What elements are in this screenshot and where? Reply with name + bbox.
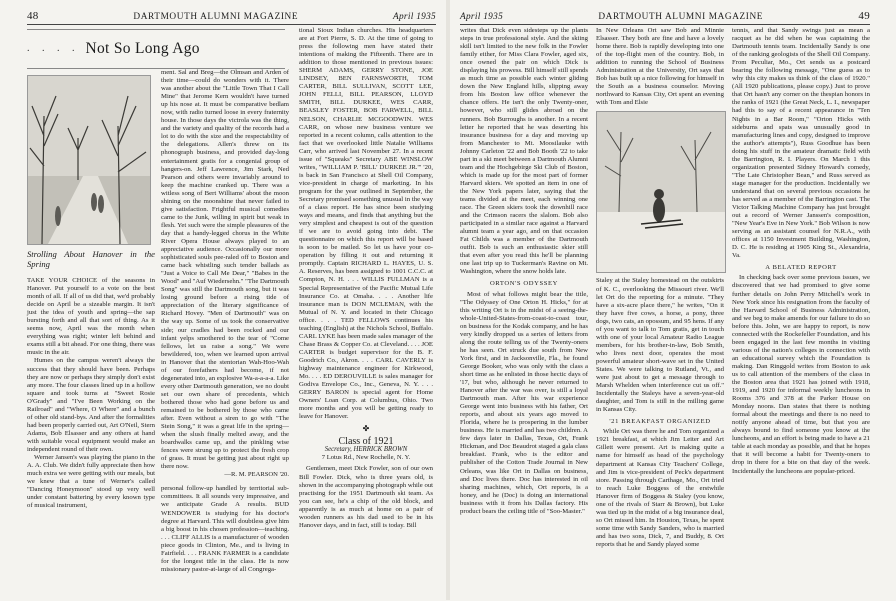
photo-caption: Strolling About Hanover in the Spring (27, 249, 155, 269)
section-ornament: ✤ (362, 424, 370, 434)
right-column-3-bottom: In checking back over some previous issues, we discovered that we had promised to give some further details on John Perry Mitchell's work in New York since his resignation from the faculty of the Harvard School of Business Administration, and we beg to make amends for our failure to do so before this. John, we are happy to report, is now connected with the Rockefeller Foundation, and his been engaged in the last few months in visiting various of the nation's colleges in connection with an educational survey which the Foundation is making. Dan Ringgold writes from Boston to ask us to call attention of the members of the class in the Boston area that 1921 has joined with 1918, 1919, and 1920 for informal weekly luncheons in Rooms 376 and 378 at the Parker House on Monday noons. Dan states that there is nothing formal about the meetings and there is no need to notify anyone ahead of time, but that you are always bound to find someone you know at the luncheons, and an effort is being made to have a 21 table at each monday as possible, and that he hopes that it will become a habit for Twenty-oners to drop in there for a bite on that day of the week. Incidentally the luncheons are popular-priced. (732, 274, 870, 475)
right-column-1-top: writes that Dick even sidesteps up the plants steps in true professional style. And the skiing skill isn't limited to the new folk in the Fowler family either, for Miss Clara Fowler, aged six, once owned the pair on which Dick is displaying his prowess. Bill himself still spends as much time as possible each winter gliding down the New England hills, slipping away from his Boston law office whenever the chance offers. He isn't the only Twenty-oner, however, who still glides abroad on the runners. Bob Burroughs is another. In a recent letter he reported that he was deserting his insurance business for a day and moving up from Manchester to Mt. Moosilauke with Johnny Carleton '22 and Bob Booth '22 to take part in a ski meet between a Dartmouth Alumni team and the Hochgebirge Ski Club of Boston, which is made up for the most part of former Harvard skiers. We spotted an item in one of the New York papers later, saying that the teams divided at the meet, each winning one race. The Green skiers took the downhill race and the Crimson racers the slalom. Bob also participated in a similar race against a Harvard alumni team a year ago, and on that occasion Fat Childs was a member of the Dartmouth outfit. Bob is such an enthusiastic skier still that even after you read this he'll be planning one last trip up to Tuckerman's Ravine on Mt. Washington, where the snow holds late. (460, 27, 588, 276)
right-column-2-caption-text: Staley at the Staley homestead on the outskirts of K. C., overlooking the Missouri river. We'll let Ort do the reporting for a minute. "They have a six-acre place there," he writes, "On it they have five cows, a horse, a pony, three dogs, two cats, an opossum, and 95 hens. If any of you want to talk to Tom gratis, get in touch with one of your local Amateur Radio League members, for his brother-in-law, Bob Smith, who lives next door, operates the most powerful amateur short-wave set in the United States. We were talking to Rutland, Vt., and were just about to get a message through to Marsh Whelden when interference cut us off." Incidentally the Staleys have a seven-year-old daughter, and Tom is still in the milling game in Kansas City. (596, 277, 724, 414)
running-head-left (27, 0, 436, 25)
section-heading-breakfast: '21 BREAKFAST ORGANIZED (609, 418, 711, 426)
page-number: 48 (27, 10, 39, 22)
right-column-3 (732, 27, 870, 601)
hanover-spring-photo (27, 75, 151, 245)
column-1-paragraph-2: Humes on the campus weren't always the success that they should have been. Perhaps they are now or perhaps they simply don't exist any more. The four classes lined up in a hollow square and took turns at "Sweet Rosie O'Grady" and "I've Been Working on the Railroad" and "Where, O Where" and a bunch of other old stand-bys. And after the formalities had been properly carried out, Art O'Neil, Stern Adams, Bob Elsasser and any others at hand with suitable vocal equipment would make an independent round of their own. (27, 357, 155, 453)
right-page (448, 0, 896, 600)
intro-paragraph: TAKE YOUR CHOICE of the seasons in Hanover. Put yourself to a vote on the best month of all. If all of us did that, we'd probably decide on April be a sizeable margin. It isn't just the idea of youth and spring—the sap bursting forth and all that sort of thing. As it seems now, April was the month when everything was right; winter left behind and exams still a bit ahead. For one thing, there was music in the air. (27, 277, 155, 357)
column-2-tail: personal follow-up handled by territorial sub-committees. It all sounds very impressive, and we anticipate Grade A results. BUD WENDOWER is studying for his doctor's degree at Harvard. This will doubtless give him a big boost in his chosen profession—teaching. . . . CLIFF ALLIS is a manufacturer of wooden piece goods in Clinton, Me., and is living in Fairfield. . . . FRANK FARMER is a candidate for the longest title in the class. He is now missionary pastor-at-large of all Congrega- (161, 485, 289, 573)
running-head-right (460, 0, 870, 25)
left-page (0, 0, 448, 600)
class-secretary: Secretary, HERRICK BROWN (324, 446, 408, 454)
right-column-1 (460, 27, 588, 601)
column-3-top: tional Sioux Indian churches. His headquarters are at Fort Pierre, S. D. At the time of going to press the following men have stated their intentions of making the Fifteenth. There are in addition to those mentioned in previous issues: SHERM ADAMS, GERRY STONE, JOE LINDSEY, BEN FARNSWORTH, TOM CARTER, BILL SULLIVAN, SCOTT LEE, JOHN FELLI, BILL PEARSON, LLOYD SMITH, BILL DURKEE, WES CARR, BEASLEY FOSTER, BOB FARWELL, BILL NELSON, CHARLIE MCGOODWIN. WES CARR, on whose new business venture we reported in a recent column, calls attention to the fact that we overlooked little Natalie Williams Carr, who arrived last November 27. In a recent issue of "Squeaks" Secretary ABE WINSLOW writes, "WILLIAM P. 'BILL' DURKEE JR.'" '20, is back in San Francisco at Shell Oil Company, vice-president in charge of marketing. In his program for the year outlined in September, the Secretary promised something unusual in the way of a class report. He has since been studying ways and means, and finds that anything but the very simplest and cheapest is out of the question if we are to avoid going into debt. The questionnaire on which this report will be based is soon to be mailed. So let us have your co-operation by filling it out and returning it promptly. Captain RICHARD L. HAYES, U. S. A. Reserves, has been assigned to 1001 C.C.C. at Compton, N. H. . . . WILLIS FULLMAN is a Special Representative of the Pacific Mutual Life Insurance Co. at Omaha. . . . Another life insurance man is DON MCLEMAN, with the Mutual of N. Y. and located in their Chicago office. . . . TED FELLOWS continues his teaching (English) at the Nichols School, Buffalo. CARL LYKE has been made sales manager of the Chase Brass & Copper Co. at Cleveland. . . . JOE CARTER is budget supervisor for the B. F. Goodrich Co., Akron. . . . CARL CAVERLY is highway maintenance engineer for Kirkwood, Mo. . . . ED DEROUVILLE is sales manager for Godiva Envelope Co., Inc., Geneva, N. Y. . . . GERRY BARON is special agent for Home Owners' Loan Corp. at Columbus, Ohio. Two more months and you will be getting ready to leave for Hanover. (299, 27, 433, 421)
magazine-title: DARTMOUTH ALUMNI MAGAZINE (133, 12, 299, 22)
column-1 (27, 27, 200, 601)
class-title: Class of 1921 (338, 436, 394, 448)
feature-heading (27, 29, 285, 69)
section-heading-belated-report: A BELATED REPORT (765, 264, 837, 272)
right-column-2-bottom: While Ort was there he and Tom organized a 1921 breakfast, at which Jim Leiter and Art Gillett were present. Art is making quite a name for himself as head of the psychology department at Kansas City Teachers' College, and Jim is vice-president of Peck's department store. Passing through Carthage, Mo., Ort tried to reach Luke Boggess of the erstwhile Hanover firm of Boggess & Staley (you know, one of the rivals of Starr & Brown), but Luke was tied up in the midst of a big insurance deal, so Ort missed him. In Houston, Texas, he spent some time with Sandy Sanders, who is married and has two sons, Dick, 7, and Buddy, 8. Ort reports that he and Sandy played some (596, 428, 724, 548)
feature-title: Not So Long Ago (85, 39, 200, 57)
right-column-1-bottom: Most of what follows might bear the title, "The Odyssey of One Orton H. Hicks," for at this writing Ort is in the midst of a seeing-the-whole-United-States-from-coast-to-coast tour, on business for the Kodak company, and he has very kindly dropped us a series of letters from along the route telling us of the Twenty-oners he has seen. Ort struck due south from New York first, and in Jacksonville, Fla., he found George Booker, who was only with the class a short time as he enlisted in those hectic days of '17, but who, although he never returned to Hanover after the war was over, is still a loyal Dartmouth man. After his war experience George went into business with his father, Ort reports, and about six years ago moved to Florida, where he is prospering in the lumber business. He is married and has two children. A few days later in Dallas, Texas, Ort, Frank Hickman, and Doc Beaudrot staged a gala class breakfast. Frank, who is the editor and publisher of the Cotton Trade Journal in New Orleans, was like Ort in Dallas on business, and Doc lives there. Doc has interested in oil sharing machines, which, Ort reports, is a honey, and he (Doc) is doing an international business with it from his Dallas factory. His product bears the ceiling title of "Soo-Master." (460, 290, 588, 515)
section-heading-ortons-odyssey: ORTON'S ODYSSEY (489, 280, 559, 288)
class-heading (299, 438, 433, 462)
issue-date: April 1935 (392, 12, 436, 22)
column-2 (161, 69, 289, 601)
magazine-title-right: DARTMOUTH ALUMNI MAGAZINE (598, 12, 764, 22)
right-column-2 (596, 27, 724, 601)
column-3 (299, 27, 433, 601)
column-1-paragraph-3: Werner Jansen's was playing the piano in the A. A. Club. We didn't fully appreciate then how much extra we were getting with our meals, but we knew that a tune of Werner's called "Dancing Honeymoon" stood up very well under constant battering by every known type of musical instrument, (27, 454, 155, 510)
page-number-right: 49 (858, 10, 870, 22)
right-column-3-top: tennis, and that Sandy swings just as mean a racquet as he did when he was captaining the Dartmouth tennis team. Incidentally Sandy is one of the ranking geologists of the Shell Oil Company. From Peculiar, Mo., Ort sends us a postcard bearing the following message, "One guess as to why this city makes us think of the class of 1920." (All 1920 publications, please copy.) Just to prove that Ort hasn't any corner on the thespian honors in the ranks of 1921 (the Great Neck, L. I., newspaper had this to say of a recent appearance in "Ten Nights in a Bar Room," "Orton Hicks with sideburns and spats was unusually good in manufacturing lines and copy, designed to improve the author's attempts"), Russ Goodhue has been doing his stuff in the amateur dramatic field with the Barrington, R. I. Players. On March 1 this organization presented Sidney Howard's comedy, "The Late Christopher Bean," and Russ served as stage manager for the production. Incidentally we understand that on several previous occasions he has served as a member of the Barrington cast. The Victor Talking Machine Company has just brought out a record of Werner Janssen's composition, "New Year's Eve in New York." Bob Wilson is now serving as an assistant counsel for N.R.A., with offices at 1150 Investment Building, Washington, D. C. He is residing at 1905 King St., Alexandria, Va. (732, 27, 870, 260)
heading-ellipsis: . . . . (27, 42, 80, 54)
column-3-bottom: Gentlemen, meet Dick Fowler, son of our own Bill Fowler. Dick, who is three years old, is shown in the accompanying photograph while out practising for the 1951 Dartmouth ski team. As you can see, he's a chip of the old block, and apparently is as much at home on a pair of wooden runners as his dad used to be in his Hanover days, and in fact, still is today. Bill (299, 465, 433, 529)
ski-boy-photo (596, 111, 726, 273)
column-2-text: ment. Sal and Breg—the Olmsan and Arden of their time—could do wonders with it. There was another about the "Little Town That I Call Mine" that Jerome Kern wouldn't have turned up his nose at. It must be comparative bedlam now, with radio turned loose in every fraternity house. In those days the victrola was the thing, and the variety and quality of the records had a lot to do with the size and the respectability of the delegations. Allen's threw on its phonograph business, and provided day-long entertainment gratis for a congenial group of hangers-on. Jeff Lawrence, Jim Stark, Ned Pearson and others were invariably around to keep the machine cranked up. There was a witless song of Bert Williams' about the moon shining on the moonshine that never failed to give satisfaction. Frightful musical comedies came to the Junk, willing in spirit but weak in flesh. Yet such were the simple pleasures of the day that a handy-legged chorus in the White River Opera House always played to an appreciative audience. Occasionally our more sophisticated souls pee-raled off to Boston and came back whistling such tender ballads as "Just a Voice to Call Me Dear," "Babes in the Wood" and "Auf Wiedersehn." "The Dartmouth Song" was still the Dartmouth song, but it was losing ground before a rising tide of appreciation of the literary significance of Richard Hovey. "Men of Dartmouth" was on the way up. Some of us took the conservative side; our cradles had been rocked and our infant yelps smothered to the tear of "Come fellows, let us raise a song." We were bewildered, too, when we learned upon arrival in Hanover that the stentorian Wah-Hoo-Wah of our forefathers had become, if not degenerated into, an explosive Wa-a-a-a-a. Like every other Dartmouth generation, we no doubt set our own share of precedents, which bothered those who had gone before us and remained to be bothered by those who came after. Even without a siren to go with "The Stein Song," it was a great life in the spring—when the slush finally melted away, and the boardwalks came up, and the pinkling wise fences were strung up to protect the fresh crop of grass. It must be getting just about right up there now. (161, 69, 290, 471)
right-column-2-top: In New Orleans Ort saw Bob and Minnie Elsasser. They both are fine and have a lovely home there. Bob is rapidly developing into one of the top-flight men of the country. Bob, in addition to running the School of Business Administration at the University, Ort says that Bob has built up a nice following for himself in the South as a business counselor. Moving northward to Kansas City, Ort spent an evening with Tom and Elsie (596, 27, 724, 107)
author-signature: —R. M. PEARSON '20. (224, 471, 289, 479)
issue-date-right: April 1935 (460, 12, 504, 22)
class-address: 7 Lotus Rd., New Rochelle, N. Y. (321, 454, 411, 462)
